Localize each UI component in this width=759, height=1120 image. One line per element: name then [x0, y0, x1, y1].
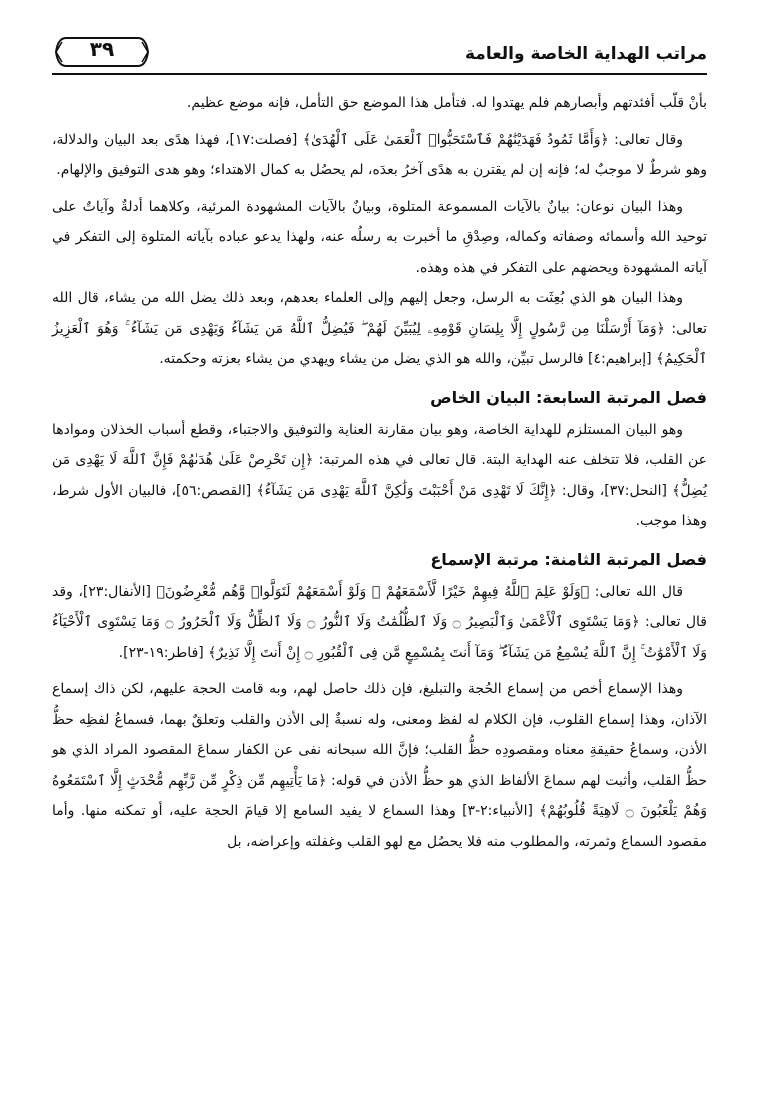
section-heading-7: فصل المرتبة السابعة: البيان الخاص [430, 387, 707, 407]
paragraph-6: قال الله تعالى: ﴿وَلَوْ عَلِمَ ٱللَّهُ فِيهِمْ خَيْرًا لَّأَسْمَعَهُمْ ۖ وَلَوْ أَسْمَعَهُمْ لَتَوَلَّوا۟ وَّهُم مُّعْرِضُونَ﴾ [الأنفال:٢٣]، وقد قال تعالى: ﴿وَمَا يَسْتَوِى ٱلْأَعْمَىٰ وَٱلْبَصِيرُ ۝ وَلَا ٱلظُّلُمَٰتُ وَلَا ٱلنُّورُ ۝ وَلَا ٱلظِّلُّ وَلَا ٱلْحَرُورُ ۝ وَمَا يَسْتَوِى ٱلْأَحْيَآءُ وَلَا ٱلْأَمْوَٰتُ ۚ إِنَّ ٱللَّهَ يُسْمِعُ مَن يَشَآءُ ۖ وَمَآ أَنتَ بِمُسْمِعٍ مَّن فِى ٱلْقُبُورِ ۝ إِنْ أَنتَ إِلَّا نَذِيرٌ﴾ [فاطر:١٩-٢٣]. [52, 583, 708, 661]
paragraph-1: بأنْ قلّب أفئدتهم وأبصارهم فلم يهتدوا له. فتأمل هذا الموضع حق التأمل، فإنه موضع عظيم. [186, 95, 707, 111]
page-number: ٣٩ [89, 37, 115, 61]
page-body [52, 88, 707, 857]
paragraph-7: وهذا الإسماع أخص من إسماع الحُجة والتبليغ، فإن ذلك حاصل لهم، وبه قامت الحجة عليهم، لكن ذاك إسماع الآذان، وهذا إسماع القلوب، فإن الكلام له لفظ ومعنى، وله نسبةٌ إلى الأذن والقلب وتعلقٌ بهما، فسماعُ لفظِه حظُّ الأذن، وسماعُ حقيقةِ معناه ومقصودِه حظُّ القلب؛ فإنَّ الله سبحانه نفى عن الكفار سماعَ المقصود المراد الذي هو حظُّ القلب، وأثبت لهم سماعَ الألفاظ الذي هو حظُّ الأذن في قوله: ﴿مَا يَأْتِيهِم مِّن ذِكْرٍ مِّن رَّبِّهِم مُّحْدَثٍ إِلَّا ٱسْتَمَعُوهُ وَهُمْ يَلْعَبُونَ ۝ لَاهِيَةً قُلُوبُهُمْ﴾ [الأنبياء:٢-٣] وهذا السماع لا يفيد السامع إلا قيامَ الحجة عليه، أو تمكنه منها. وأما مقصود السماع وثمرته، والمطلوب منه فلا يحصُل مع لهو القلب وغفلته وإعراضه، بل [52, 681, 707, 850]
paragraph-5: وهو البيان المستلزم للهداية الخاصة، وهو بيان مقارنة العناية والتوفيق والاجتباء، وقطع أسباب الخذلان وموادها عن القلب، فلا تتخلف عنه الهداية البتة. قال تعالى في هذه المرتبة: ﴿إِن تَحْرِصْ عَلَىٰ هُدَىٰهُمْ فَإِنَّ ٱللَّهَ لَا يَهْدِى مَن يُضِلُّ﴾ [النحل:٣٧]، وقال: ﴿إِنَّكَ لَا تَهْدِى مَنْ أَحْبَبْتَ وَلَٰكِنَّ ٱللَّهَ يَهْدِى مَن يَشَآءُ﴾ [القصص:٥٦]، فالبيان الأول شرط، وهذا موجب. [52, 421, 707, 529]
header-rule [52, 73, 707, 75]
section-heading-8: فصل المرتبة الثامنة: مرتبة الإسماع [430, 549, 707, 569]
running-title: مراتب الهداية الخاصة والعامة [464, 44, 707, 64]
paragraph-2: وقال تعالى: ﴿وَأَمَّا ثَمُودُ فَهَدَيْنَٰهُمْ فَٱسْتَحَبُّوا۟ ٱلْعَمَىٰ عَلَى ٱلْهُدَىٰ﴾ [فصلت:١٧]، فهذا هدًى بعد البيان والدلالة، وهو شرطٌ لا موجبٌ له؛ فإنه إن لم يقترن به هدًى آخرُ بعدَه، لم يحصُل به كمال الاهتداء؛ وهو هدى التوفيق والإلهام. [52, 131, 707, 178]
page-header [52, 32, 707, 72]
paragraph-3: وهذا البيان نوعان: بيانٌ بالآيات المسموعة المتلوة، وبيانٌ بالآيات المشهودة المرئية، وكلاهما أدلةٌ وآياتٌ على توحيد الله وأسمائه وصفاته وكماله، وصِدْقِ ما أخبرت به رسلُه عنه، ولهذا يدعو عباده بآياته المتلوة إلى التفكر في آياته المشهودة ويحضهم على التفكر في هذه وهذه. [52, 198, 707, 276]
page-number-frame [52, 32, 152, 72]
paragraph-4: وهذا البيان هو الذي بُعِثَت به الرسل، وجعل إليهم وإلى العلماء بعدهم، وبعد ذلك يضل الله من يشاء، قال الله تعالى: ﴿وَمَآ أَرْسَلْنَا مِن رَّسُولٍ إِلَّا بِلِسَانِ قَوْمِهِۦ لِيُبَيِّنَ لَهُمْ ۖ فَيُضِلُّ ٱللَّهُ مَن يَشَآءُ وَيَهْدِى مَن يَشَآءُ ۚ وَهُوَ ٱلْعَزِيزُ ٱلْحَكِيمُ﴾ [إبراهيم:٤] فالرسل تبيِّن، والله هو الذي يضل من يشاء ويهدي من يشاء بعزته وحكمته. [52, 290, 707, 367]
